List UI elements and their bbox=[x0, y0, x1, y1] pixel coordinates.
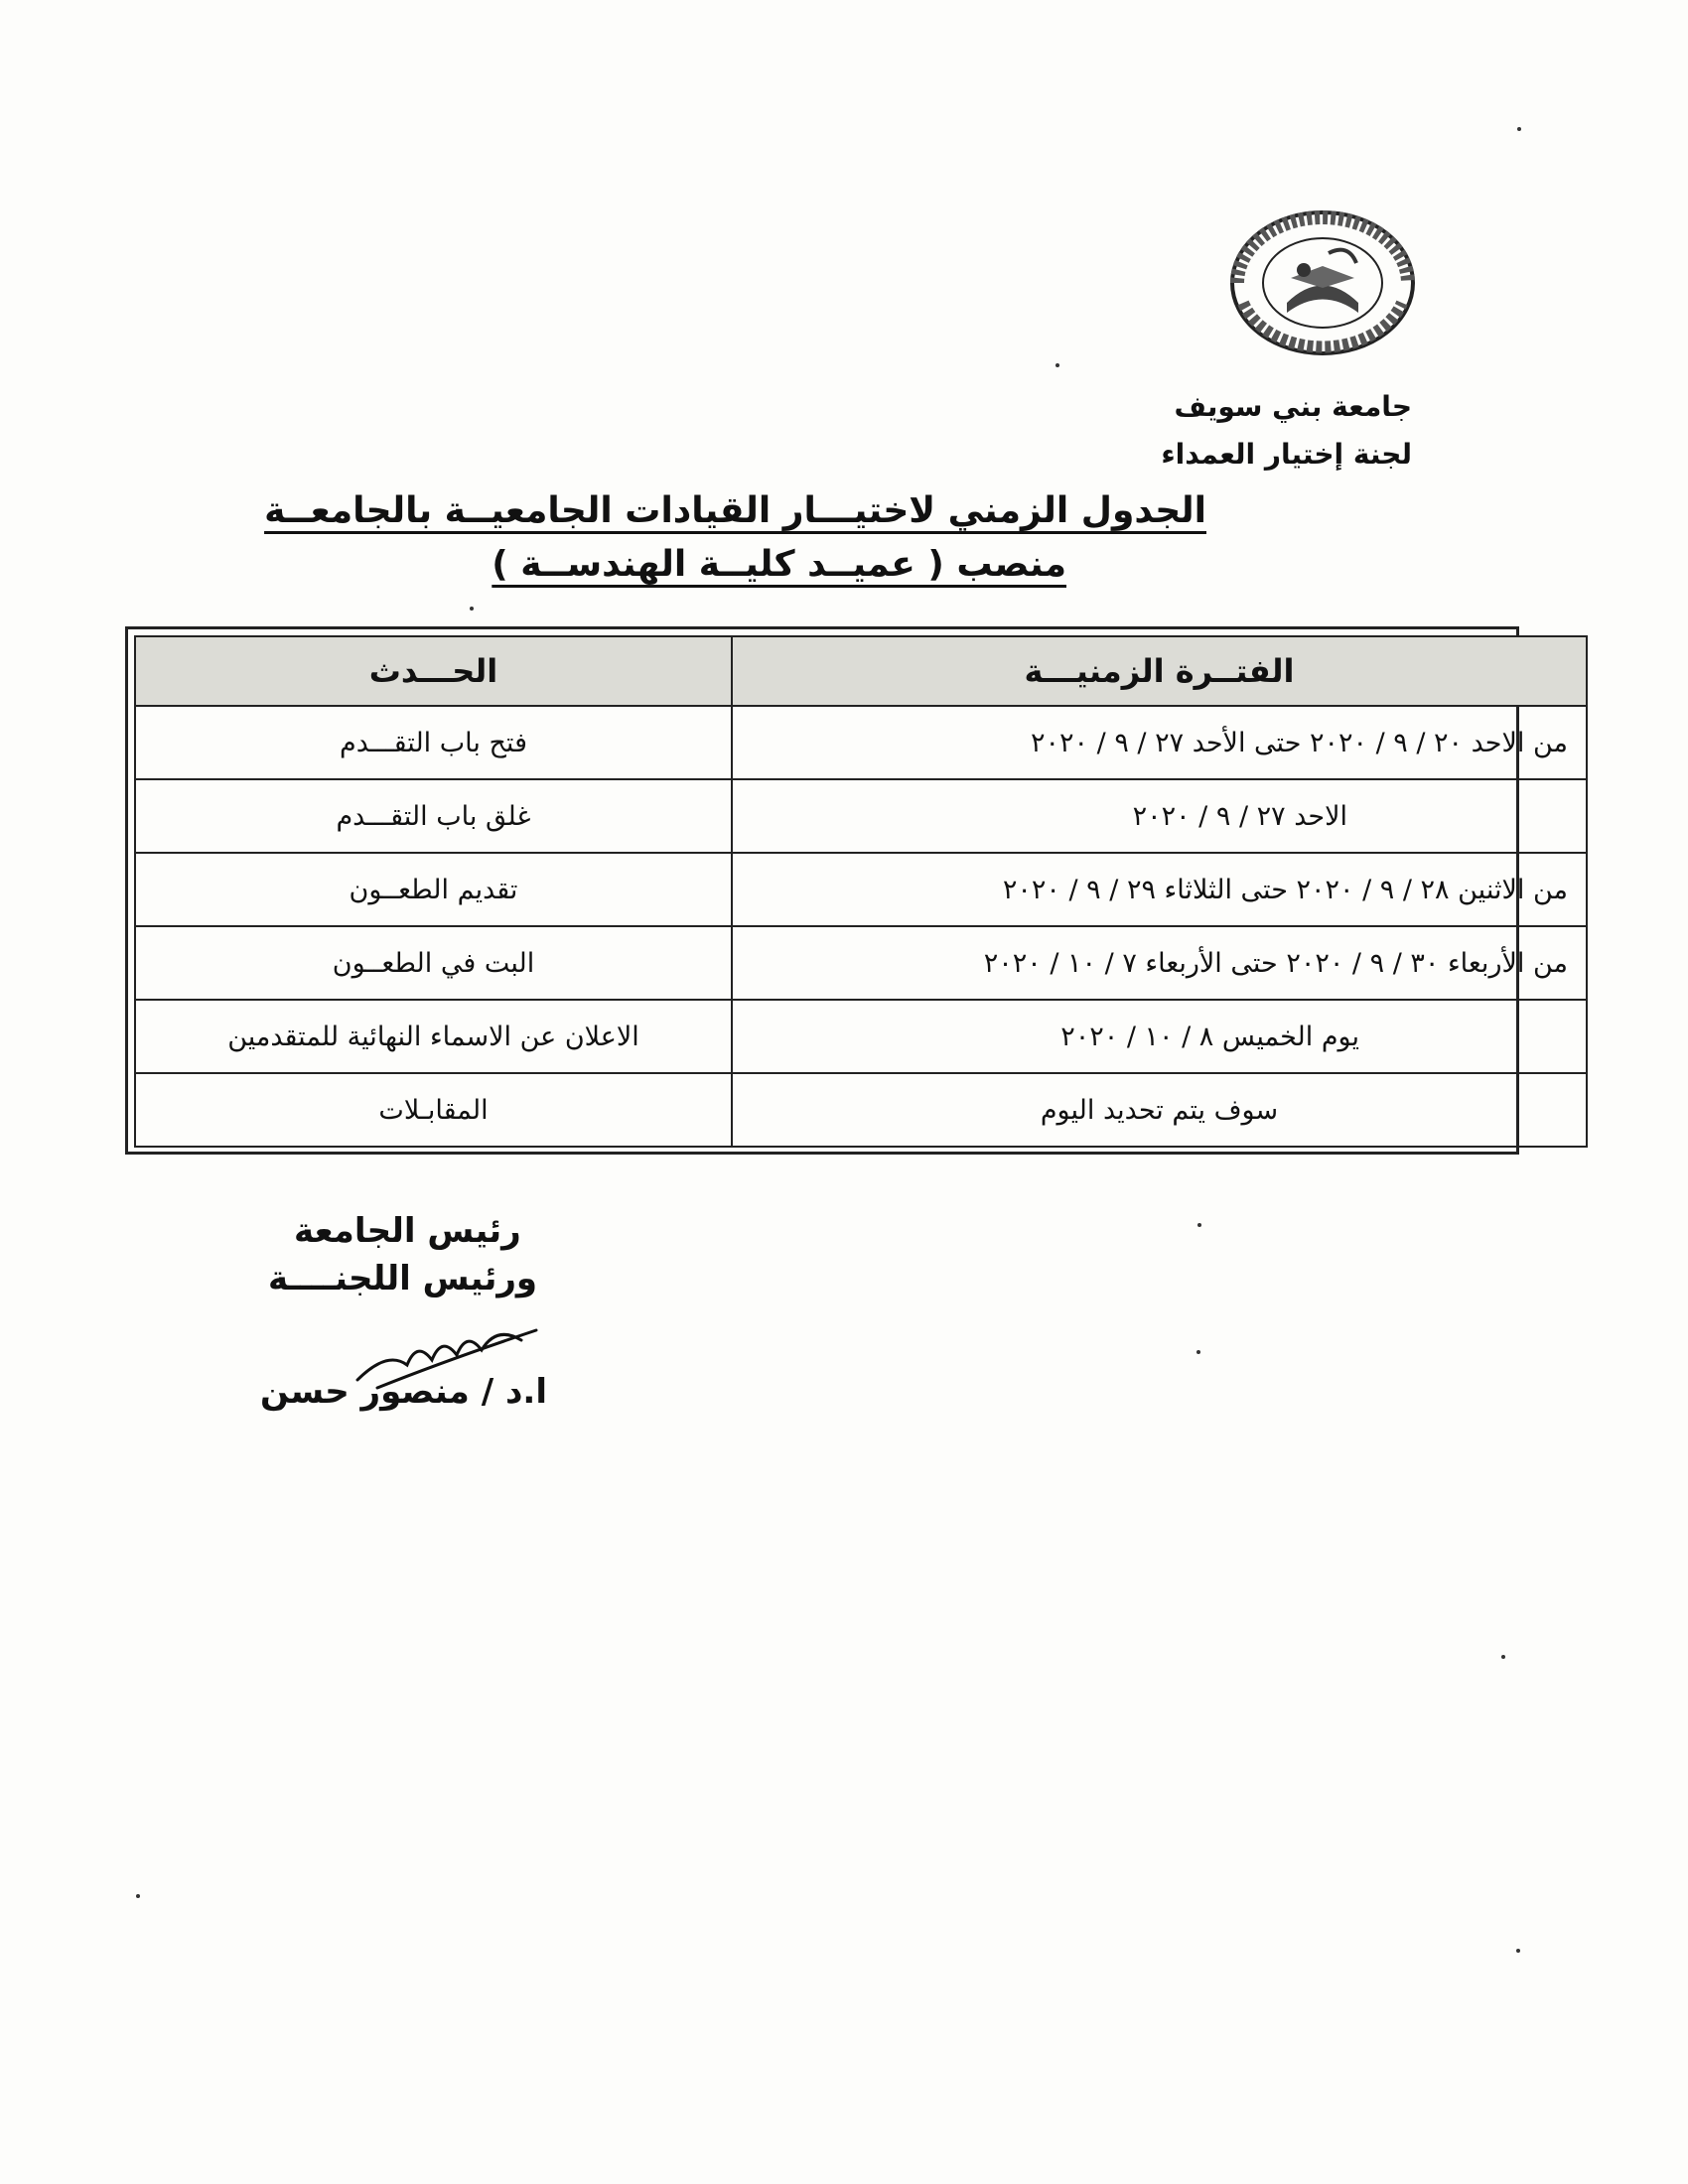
scan-speck bbox=[1055, 363, 1059, 367]
period-cell: الاحد ٢٧ / ٩ / ٢٠٢٠ bbox=[732, 779, 1587, 853]
university-logo bbox=[1229, 208, 1416, 357]
table-row bbox=[135, 779, 1587, 853]
schedule-table-frame bbox=[125, 626, 1568, 1155]
page-title: الجدول الزمني لاختيـــار القيادات الجامعيــة بالجامعــة bbox=[264, 490, 1206, 531]
period-cell: من الأربعاء ٣٠ / ٩ / ٢٠٢٠ حتى الأربعاء ٧ / ١٠ / ٢٠٢٠ bbox=[732, 926, 1587, 1000]
column-header-period: الفتــرة الزمنيـــة bbox=[732, 636, 1587, 706]
scan-speck bbox=[1197, 1223, 1201, 1227]
scan-speck bbox=[1517, 127, 1521, 131]
table-row bbox=[135, 926, 1587, 1000]
period-cell: سوف يتم تحديد اليوم bbox=[732, 1073, 1587, 1147]
schedule-table bbox=[134, 635, 1588, 1148]
period-cell: من الاثنين ٢٨ / ٩ / ٢٠٢٠ حتى الثلاثاء ٢٩ / ٩ / ٢٠٢٠ bbox=[732, 853, 1587, 926]
committee-name: لجنة إختيار العمداء bbox=[1161, 438, 1412, 471]
table-row bbox=[135, 706, 1587, 779]
event-cell: تقديم الطعــون bbox=[135, 853, 732, 926]
period-cell: من الاحد ٢٠ / ٩ / ٢٠٢٠ حتى الأحد ٢٧ / ٩ / ٢٠٢٠ bbox=[732, 706, 1587, 779]
organization-name: جامعة بني سويف bbox=[1174, 390, 1412, 423]
event-cell: فتح باب التقـــدم bbox=[135, 706, 732, 779]
scan-speck bbox=[1196, 1350, 1200, 1354]
period-cell: يوم الخميس ٨ / ١٠ / ٢٠٢٠ bbox=[732, 1000, 1587, 1073]
scan-speck bbox=[1516, 1949, 1520, 1953]
page-subtitle: منصب ( عميــد كليــة الهندســة ) bbox=[492, 544, 1066, 585]
scan-speck bbox=[470, 607, 474, 611]
event-cell: الاعلان عن الاسماء النهائية للمتقدمين bbox=[135, 1000, 732, 1073]
signatory-name: ا.د / منصور حسن bbox=[260, 1372, 547, 1412]
table-row bbox=[135, 1073, 1587, 1147]
event-cell: غلق باب التقـــدم bbox=[135, 779, 732, 853]
table-header-row bbox=[135, 636, 1587, 706]
scan-speck bbox=[1501, 1655, 1505, 1659]
signatory-title-line2: ورئيس اللجنــــة bbox=[268, 1259, 538, 1298]
column-header-event: الحـــدث bbox=[135, 636, 732, 706]
event-cell: البت في الطعــون bbox=[135, 926, 732, 1000]
event-cell: المقابـلات bbox=[135, 1073, 732, 1147]
scan-speck bbox=[136, 1894, 140, 1898]
signatory-title-line1: رئيس الجامعة bbox=[294, 1211, 521, 1251]
table-row bbox=[135, 1000, 1587, 1073]
table-row bbox=[135, 853, 1587, 926]
